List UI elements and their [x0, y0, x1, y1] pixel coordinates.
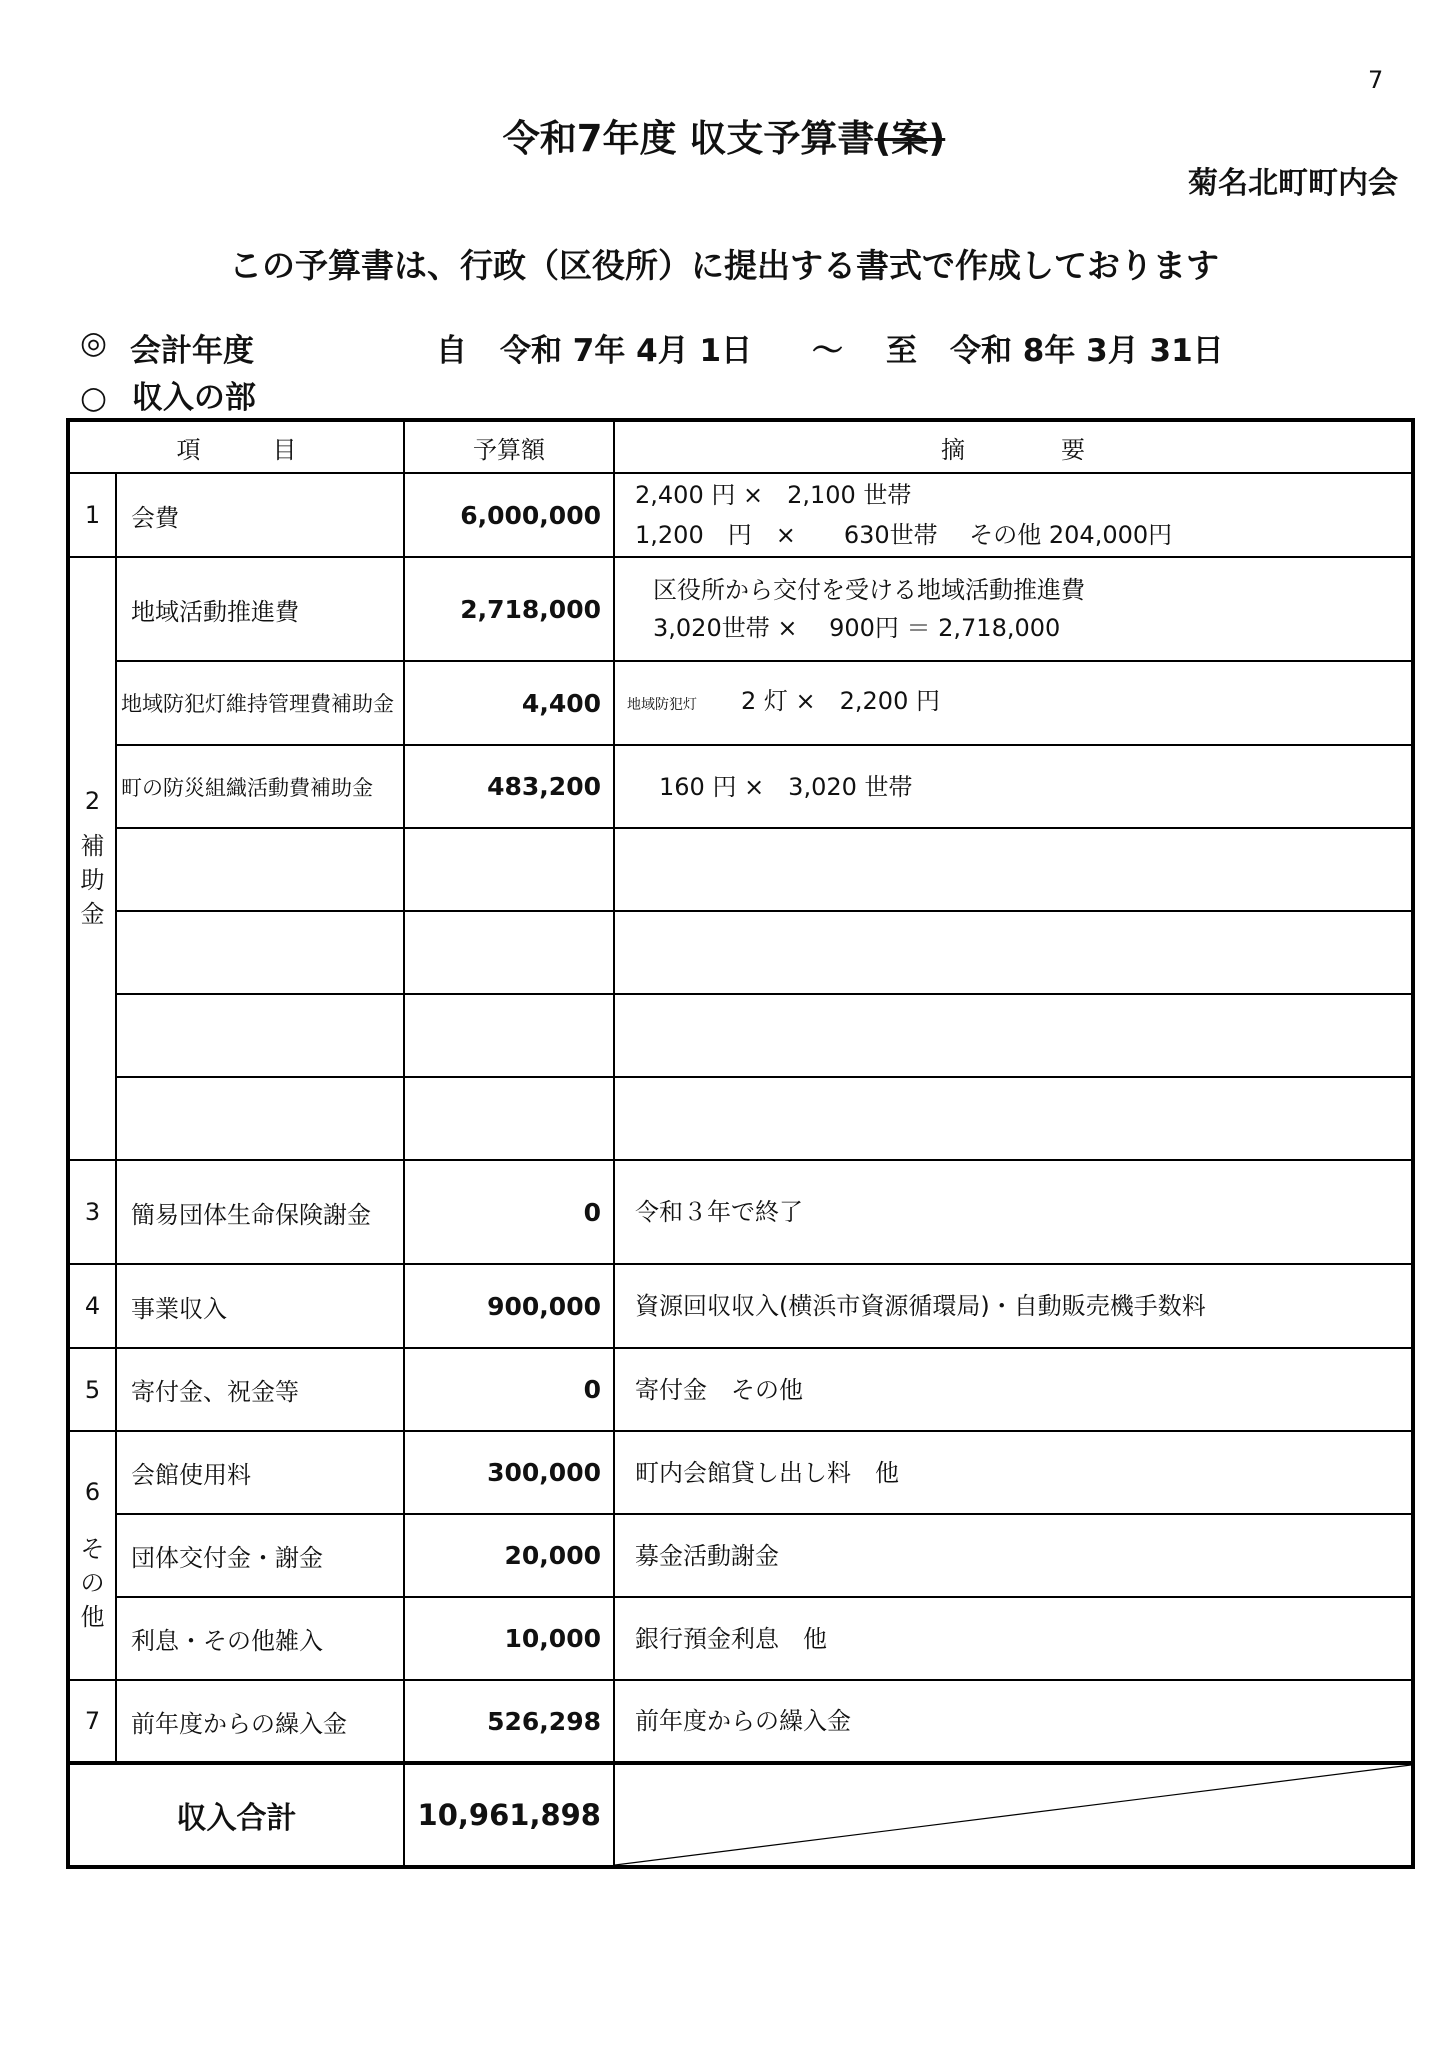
item-note	[614, 473, 1413, 557]
group-subsidy-cell	[68, 557, 116, 1160]
table-row	[68, 1348, 1413, 1431]
item-note: 令和３年で終了	[614, 1160, 1413, 1264]
table-row	[68, 1514, 1413, 1597]
item-amount: 2,718,000	[404, 557, 614, 661]
item-name: 会費	[116, 473, 404, 557]
table-row	[68, 745, 1413, 828]
note-line: 区役所から交付を受ける地域活動推進費	[653, 576, 1085, 604]
row-number: 5	[68, 1348, 116, 1431]
item-name: 利息・その他雑入	[116, 1597, 404, 1680]
submission-notice: この予算書は、行政（区役所）に提出する書式で作成しております	[229, 246, 1219, 285]
group-other-cell	[68, 1431, 116, 1680]
table-row	[68, 1597, 1413, 1680]
item-note: 銀行預金利息 他	[614, 1597, 1413, 1680]
empty-row	[68, 828, 1413, 911]
diagonal-line	[615, 1765, 1411, 1865]
double-circle-icon: ◎	[80, 325, 108, 361]
item-amount: 300,000	[404, 1431, 614, 1514]
group-label: そ の 他	[80, 1534, 105, 1631]
row-number: 7	[68, 1680, 116, 1763]
table-header-row	[68, 420, 1413, 473]
note-label: 地域防犯灯	[627, 697, 697, 713]
item-name: 前年度からの繰入金	[116, 1680, 404, 1763]
total-label: 収入合計	[68, 1763, 404, 1867]
empty-row	[68, 911, 1413, 994]
section-heading	[80, 372, 256, 417]
item-name: 寄付金、祝金等	[116, 1348, 404, 1431]
total-amount: 10,961,898	[404, 1763, 614, 1867]
total-row	[68, 1763, 1413, 1867]
title-main: 令和7年度 収支予算書	[502, 117, 875, 160]
note-line: 3,020世帯 × 900円 ＝ 2,718,000	[653, 614, 1061, 642]
table-row	[68, 1680, 1413, 1763]
item-note: 募金活動謝金	[614, 1514, 1413, 1597]
from-date: 令和 7年 4月 1日	[500, 333, 753, 369]
item-note: 160 円 × 3,020 世帯	[614, 745, 1413, 828]
row-number: 6	[84, 1477, 101, 1506]
header-amount: 予算額	[404, 420, 614, 473]
empty-row	[68, 1077, 1413, 1160]
range-separator: ～	[812, 333, 843, 369]
note-line: 2,400 円 × 2,100 世帯	[635, 481, 912, 509]
circle-icon: ○	[80, 380, 108, 416]
item-amount: 0	[404, 1348, 614, 1431]
item-name: 団体交付金・謝金	[116, 1514, 404, 1597]
item-amount: 6,000,000	[404, 473, 614, 557]
header-note: 摘 要	[614, 420, 1413, 473]
item-amount: 20,000	[404, 1514, 614, 1597]
item-amount: 900,000	[404, 1264, 614, 1348]
total-note-blank	[614, 1763, 1413, 1867]
table-row	[68, 1160, 1413, 1264]
row-number: 2	[84, 786, 101, 815]
item-note: 前年度からの繰入金	[614, 1680, 1413, 1763]
to-label: 至	[886, 333, 917, 369]
item-note: 町内会館貸し出し料 他	[614, 1431, 1413, 1514]
table-row	[68, 557, 1413, 661]
item-amount: 4,400	[404, 661, 614, 745]
to-date: 令和 8年 3月 31日	[950, 333, 1224, 369]
item-note	[614, 661, 1413, 745]
item-name: 会館使用料	[116, 1431, 404, 1514]
item-note: 資源回収収入(横浜市資源循環局)・自動販売機手数料	[614, 1264, 1413, 1348]
item-amount: 10,000	[404, 1597, 614, 1680]
row-number: 3	[68, 1160, 116, 1264]
item-note: 寄付金 その他	[614, 1348, 1413, 1431]
income-budget-table	[66, 418, 1415, 1869]
table-row	[68, 473, 1413, 557]
section-title: 収入の部	[131, 380, 256, 416]
item-amount: 0	[404, 1160, 614, 1264]
item-name: 地域活動推進費	[116, 557, 404, 661]
document-title	[0, 108, 1448, 162]
table-row	[68, 1431, 1413, 1514]
item-note	[614, 557, 1413, 661]
table-row	[68, 1264, 1413, 1348]
item-amount: 526,298	[404, 1680, 614, 1763]
organization-name: 菊名北町町内会	[1188, 166, 1398, 201]
title-draft-struck: (案)	[874, 117, 946, 160]
from-label: 自	[436, 333, 467, 369]
table-row	[68, 661, 1413, 745]
item-amount: 483,200	[404, 745, 614, 828]
item-name: 地域防犯灯維持管理費補助金	[116, 661, 404, 745]
row-number: 1	[68, 473, 116, 557]
item-name: 簡易団体生命保険謝金	[116, 1160, 404, 1264]
fiscal-year-label: 会計年度	[130, 333, 254, 369]
item-name: 町の防災組織活動費補助金	[116, 745, 404, 828]
note-line: 1,200 円 × 630世帯 その他 204,000円	[635, 521, 1173, 549]
item-name: 事業収入	[116, 1264, 404, 1348]
group-label: 補 助 金	[80, 831, 105, 928]
header-item: 項 目	[68, 420, 404, 473]
page-number: 7	[1368, 66, 1384, 94]
empty-row	[68, 994, 1413, 1077]
note-text: 2 灯 × 2,200 円	[741, 687, 940, 715]
row-number: 4	[68, 1264, 116, 1348]
